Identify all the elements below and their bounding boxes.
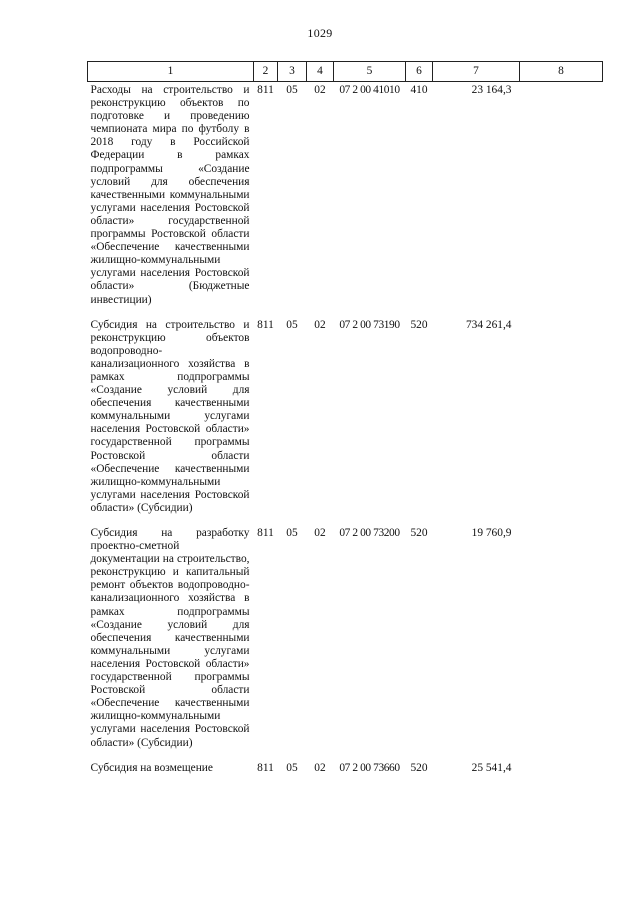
table-row [88, 317, 603, 525]
row-expense-type: 410 [410, 84, 428, 96]
header-col-1: 1 [88, 62, 254, 82]
table-row [88, 760, 603, 785]
row-amount-2 [520, 525, 603, 760]
row-amount-2 [520, 760, 603, 785]
row-description: Субсидия на разработку проектно-сметной документации на строительство, реконструкцию и капитальный ремонт объектов водопроводно-канализационного хозяйства в рамках подпрограммы «Создание условий для обеспечения качественными коммунальными услугами населения Ростовской области» государственной программы Ростовской области «Обеспечение качественными жилищно-коммунальными услугами населения Ростовской области» (Субсидии) [90, 527, 250, 749]
header-col-2: 2 [254, 62, 278, 82]
row-description: Субсидия на возмещение [90, 761, 213, 774]
row-description: Расходы на строительство и реконструкцию объектов по подготовке и проведению чемпионата мира по футболу в 2018 году в Российской Федерации в рамках подпрограммы «Создание условий для обеспечения качественными коммунальными услугами населения Ростовской области» государственной программы Ростовской области «Обеспечение качественными жилищно-коммунальными услугами населения Ростовской области» (Бюджетные инвестиции) [90, 84, 250, 306]
header-col-4: 4 [307, 62, 334, 82]
row-ministry-code: 811 [257, 318, 274, 331]
header-col-7: 7 [433, 62, 520, 82]
row-expense-type: 520 [410, 318, 428, 331]
row-ministry-code: 811 [257, 84, 274, 96]
row-target-article: 07 2 00 73660 [339, 761, 400, 774]
row-description: Субсидия на строительство и реконструкцию объектов водопроводно-канализационного хозяйства в рамках подпрограммы «Создание условий для обеспечения качественными коммунальными услугами населения Ростовской области» государственной программы Ростовской области «Обеспечение качественными жилищно-коммунальными услугами населения Ростовской области» (Субсидии) [90, 318, 250, 514]
row-subsection-code: 02 [314, 761, 326, 774]
row-expense-type: 520 [410, 761, 428, 774]
header-col-3: 3 [278, 62, 307, 82]
row-target-article: 07 2 00 73200 [339, 527, 400, 539]
row-subsection-code: 02 [314, 84, 326, 96]
page-number: 1029 [307, 26, 333, 40]
row-section-code: 05 [286, 84, 298, 96]
row-subsection-code: 02 [314, 527, 326, 539]
row-target-article: 07 2 00 41010 [339, 84, 400, 96]
table-row [88, 525, 603, 760]
row-amount-2 [520, 82, 603, 317]
row-section-code: 05 [286, 527, 298, 539]
row-subsection-code: 02 [314, 318, 326, 331]
budget-table [87, 61, 603, 785]
row-ministry-code: 811 [257, 761, 274, 774]
table-row [88, 82, 603, 317]
row-amount: 25 541,4 [471, 761, 512, 774]
row-section-code: 05 [286, 318, 298, 331]
row-target-article: 07 2 00 73190 [339, 318, 400, 331]
row-ministry-code: 811 [257, 527, 274, 539]
row-amount: 19 760,9 [471, 527, 512, 539]
row-amount-2 [520, 317, 603, 525]
row-section-code: 05 [286, 761, 298, 774]
header-col-5: 5 [334, 62, 406, 82]
row-amount: 734 261,4 [465, 318, 512, 331]
header-col-8: 8 [520, 62, 603, 82]
header-col-6: 6 [406, 62, 433, 82]
row-expense-type: 520 [410, 527, 428, 539]
row-amount: 23 164,3 [471, 84, 512, 96]
header-row [88, 62, 603, 82]
